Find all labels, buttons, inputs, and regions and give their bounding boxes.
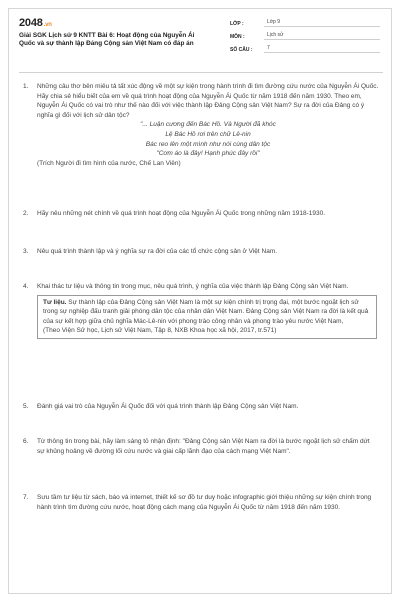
- title-line-2: Quốc và sự thành lập Đảng Cộng sản Việt Nam có đáp án: [19, 40, 194, 48]
- question-number: 5.: [23, 403, 29, 410]
- meta-label: SỐ CÂU :: [230, 47, 253, 53]
- reference-source: (Theo Viện Sử học, Lịch sử Việt Nam, Tập 8, NXB Khoa học xã hội, 2017, tr.571): [43, 327, 277, 335]
- header-divider: [19, 72, 383, 73]
- question-2: [23, 209, 379, 219]
- reference-text: Sự thành lập của Đảng Cộng sản Việt Nam là một sự kiện chính trị trọng đại, một bước ngoặt lịch sử trong sự nghiệp đấu tranh giải phóng dân tộc của nhân dân Việt Nam. Đảng Cộng sản Việt Nam ra đời là kết quả của sự kết hợp giữa chủ nghĩa Mác-Lê-nin với phong trào công nhân và phong trào yêu nước Việt Nam,: [43, 298, 369, 325]
- question-text: Khai thác tư liệu và thông tin trong mục, nêu quá trình, ý nghĩa của việc thành lập Đảng Cộng sản Việt Nam.: [37, 283, 349, 290]
- meta-value: Lịch sử: [264, 32, 380, 40]
- question-text: Đánh giá vai trò của Nguyễn Ái Quốc đối với quá trình thành lập Đảng Cộng sản Việt Nam.: [37, 403, 299, 410]
- question-7: [23, 493, 379, 512]
- reference-box: [37, 295, 377, 339]
- meta-info: [230, 16, 380, 55]
- poem-line: "Cơm áo là đây! Hạnh phúc đây rồi": [156, 150, 260, 158]
- logo-suffix: .vn: [43, 22, 52, 28]
- poem-line: Bác reo lên một mình như nói cùng dân tộc: [145, 140, 271, 148]
- meta-label: LỚP :: [230, 21, 244, 27]
- logo-text: 2048: [19, 17, 43, 29]
- poem-line: Lệ Bác Hồ rơi trên chữ Lê-nin: [165, 130, 251, 138]
- meta-value: Lớp 9: [264, 19, 380, 27]
- question-text: Hãy nêu những nét chính về quá trình hoạt động của Nguyễn Ái Quốc trong những năm 1918-1930.: [37, 210, 326, 217]
- poem-line: "... Luận cương đến Bác Hồ. Và Người đã khóc: [140, 121, 276, 129]
- question-text: Từ thông tin trong bài, hãy làm sáng tỏ nhận định: "Đảng Cộng sản Việt Nam ra đời là bước ngoặt lịch sử chấm dứt sự khủng hoảng về đường lối cứu nước và giai cấp lãnh đạo của cách mạng Việt Nam".: [37, 438, 370, 455]
- question-number: 1.: [23, 83, 29, 90]
- poem-source: (Trích Người đi tìm hình của nước, Chế Lan Viên): [37, 159, 181, 167]
- meta-label: MÔN :: [230, 34, 245, 40]
- question-number: 7.: [23, 494, 29, 501]
- question-number: 3.: [23, 248, 29, 255]
- meta-row-count: [230, 42, 380, 53]
- meta-value: 7: [264, 45, 380, 53]
- reference-label: Tư liệu.: [43, 298, 67, 306]
- question-6: [23, 437, 379, 456]
- poem-excerpt: [37, 120, 379, 158]
- question-4: [23, 282, 379, 339]
- question-text: Sưu tầm tư liệu từ sách, báo và internet, thiết kế sơ đồ tư duy hoặc infographic giới thiệu những sự kiện chính trong hành trình tìm đường cứu nước, hoạt động cách mạng của Nguyễn Ái Quốc từ năm 1918 đến năm 1930.: [37, 494, 372, 511]
- question-text: Những câu thơ bên miêu tả tất xúc động về một sự kiện trong hành trình đi tìm đường cứu nước của Nguyễn Ái Quốc. Hãy chia sẻ hiểu biết của em về quá trình hoạt động của Nguyễn Ái Quốc từ năm 1918 đến năm 1930. Theo em, Nguyễn Ái Quốc có vai trò như thế nào đối với việc thành lập Đảng Cộng sản Việt Nam? Sự ra đời của Đảng có ý nghĩa gì đối với lịch sử dân tộc?: [37, 83, 379, 119]
- question-number: 6.: [23, 438, 29, 445]
- document-page: [8, 8, 392, 594]
- question-3: [23, 247, 379, 257]
- question-text: Nêu quá trình thành lập và ý nghĩa sự ra đời của các tổ chức cộng sản ở Việt Nam.: [37, 248, 278, 255]
- meta-row-subject: [230, 29, 380, 40]
- document-header: [9, 9, 393, 67]
- title-line-1: Giải SGK Lịch sử 9 KNTT Bài 6: Hoạt động của Nguyễn Ái: [19, 32, 195, 39]
- question-1: [23, 82, 379, 168]
- question-number: 4.: [23, 283, 29, 290]
- question-5: [23, 402, 379, 412]
- document-title: [19, 32, 219, 48]
- question-number: 2.: [23, 210, 29, 217]
- site-logo[interactable]: [19, 17, 52, 29]
- meta-row-class: [230, 16, 380, 27]
